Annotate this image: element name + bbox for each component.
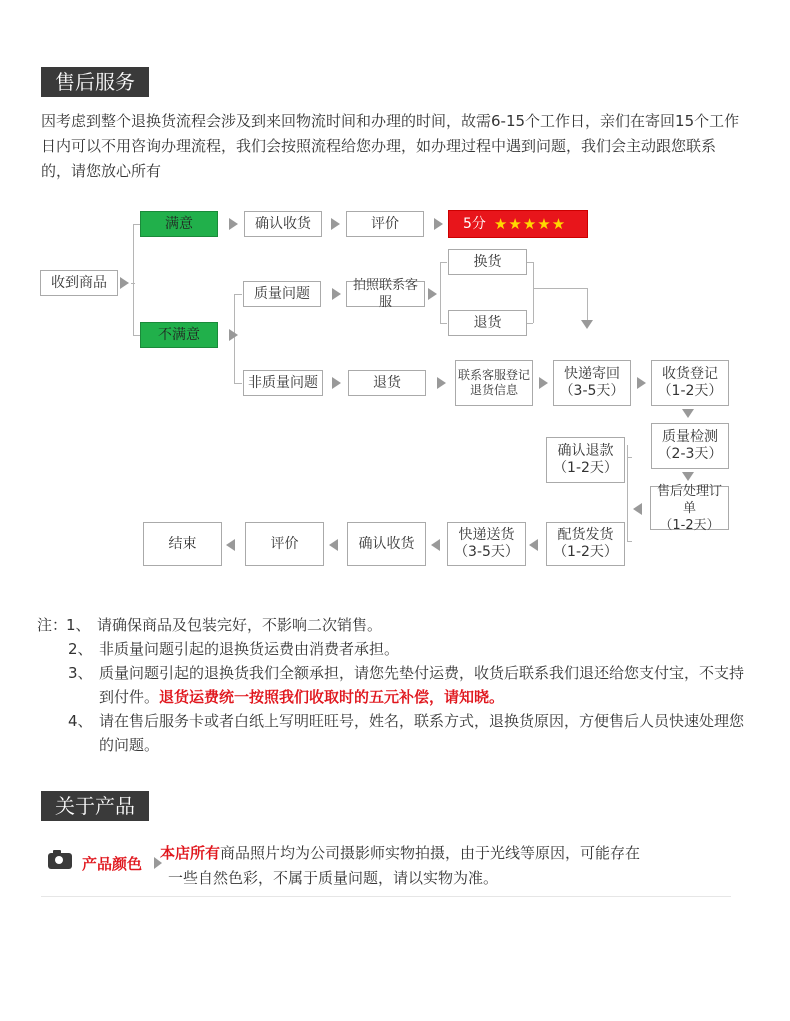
step-register-return-info <box>455 360 533 406</box>
note-number: 4、 <box>68 712 93 730</box>
step-confirm-receipt-2: 确认收货 <box>347 522 426 566</box>
box-line: （3-5天） <box>454 544 519 560</box>
text-line-2: 一些自然色彩，不属于质量问题，请以实物为准。 <box>168 869 499 887</box>
box-line: 售后处理订单 <box>656 483 722 516</box>
star-icons: ★★★★★ <box>493 214 567 233</box>
step-ship-out <box>546 522 625 566</box>
box-line: （1-2天） <box>553 460 618 476</box>
step-non-quality-issue: 非质量问题 <box>243 370 323 396</box>
text-body: 商品照片均为公司摄影师实物拍摄，由于光线等原因，可能存在 <box>220 844 641 862</box>
note-number: 1、 <box>66 616 91 634</box>
note-text: 请确保商品及包装完好，不影响二次销售。 <box>97 616 383 634</box>
box-line: 联系客服登记 <box>457 368 530 382</box>
step-express-delivery <box>447 522 526 566</box>
step-return-2: 退货 <box>348 370 426 396</box>
step-unsatisfied: 不满意 <box>140 322 218 348</box>
note-item <box>37 613 747 637</box>
note-number: 3、 <box>68 664 93 682</box>
note-item <box>37 709 747 757</box>
box-line: 快递送货 <box>458 527 515 543</box>
note-text: 请在售后服务卡或者白纸上写明旺旺号，姓名，联系方式，退换货原因，方便售后人员快速处理您的问题。 <box>99 712 745 754</box>
note-number: 2、 <box>68 640 93 658</box>
box-line: 配货发货 <box>557 527 614 543</box>
camera-icon <box>48 853 72 869</box>
step-quality-check <box>651 423 729 469</box>
step-confirm-receipt: 确认收货 <box>244 211 322 237</box>
five-star-rating <box>448 210 588 238</box>
step-express-send-back <box>553 360 631 406</box>
notes-block <box>37 613 747 757</box>
text-highlight: 本店所有 <box>160 844 221 862</box>
box-line: 收货登记 <box>662 366 718 382</box>
step-satisfied: 满意 <box>140 211 218 237</box>
product-color-text <box>160 841 720 891</box>
box-line: （1-2天） <box>659 517 720 533</box>
step-end: 结束 <box>143 522 222 566</box>
section-title-after-sales: 售后服务 <box>41 67 149 97</box>
box-line: 确认退款 <box>557 443 614 459</box>
step-exchange: 换货 <box>448 249 527 275</box>
step-quality-issue: 质量问题 <box>243 281 321 307</box>
step-photo-contact-service: 拍照联系客服 <box>346 281 425 307</box>
box-line: （1-2天） <box>553 544 618 560</box>
box-line: （3-5天） <box>559 383 625 399</box>
box-line: 质量检测 <box>662 429 718 445</box>
note-item <box>37 637 747 661</box>
box-line: 快递寄回 <box>564 366 620 382</box>
note-text <box>99 661 747 709</box>
step-review: 评价 <box>346 211 424 237</box>
step-return: 退货 <box>448 310 527 336</box>
score-label: 5分 <box>463 215 486 232</box>
note-text-body: 质量问题引起的退换货我们全额承担，请您先垫付运费，收货后联系我们退还给您支付宝，不支持到付件。 <box>99 664 745 706</box>
box-line: （2-3天） <box>657 446 723 462</box>
divider <box>41 896 731 897</box>
step-after-sales-order <box>650 483 729 533</box>
note-text: 非质量问题引起的退换货运费由消费者承担。 <box>99 640 400 658</box>
box-line: （1-2天） <box>657 383 723 399</box>
step-confirm-refund <box>546 437 625 483</box>
box-line: 退货信息 <box>469 383 518 397</box>
note-item <box>37 661 747 709</box>
note-highlight: 退货运费统一按照我们收取时的五元补偿，请知晓。 <box>159 688 505 706</box>
product-color-label: 产品颜色 <box>82 855 143 873</box>
text-line-1 <box>160 841 720 866</box>
step-review-2: 评价 <box>245 522 324 566</box>
step-receipt-register <box>651 360 729 406</box>
notes-label: 注： <box>37 616 68 634</box>
section-title-about-product: 关于产品 <box>41 791 149 821</box>
step-receive-goods: 收到商品 <box>40 270 118 296</box>
intro-paragraph: 因考虑到整个退换货流程会涉及到来回物流时间和办理的时间，故需6-15个工作日，亲们在寄回15个工作日内可以不用咨询办理流程，我们会按照流程给您办理，如办理过程中遇到问题，我们会主动跟您联系的，请您放心所有 <box>41 112 740 180</box>
